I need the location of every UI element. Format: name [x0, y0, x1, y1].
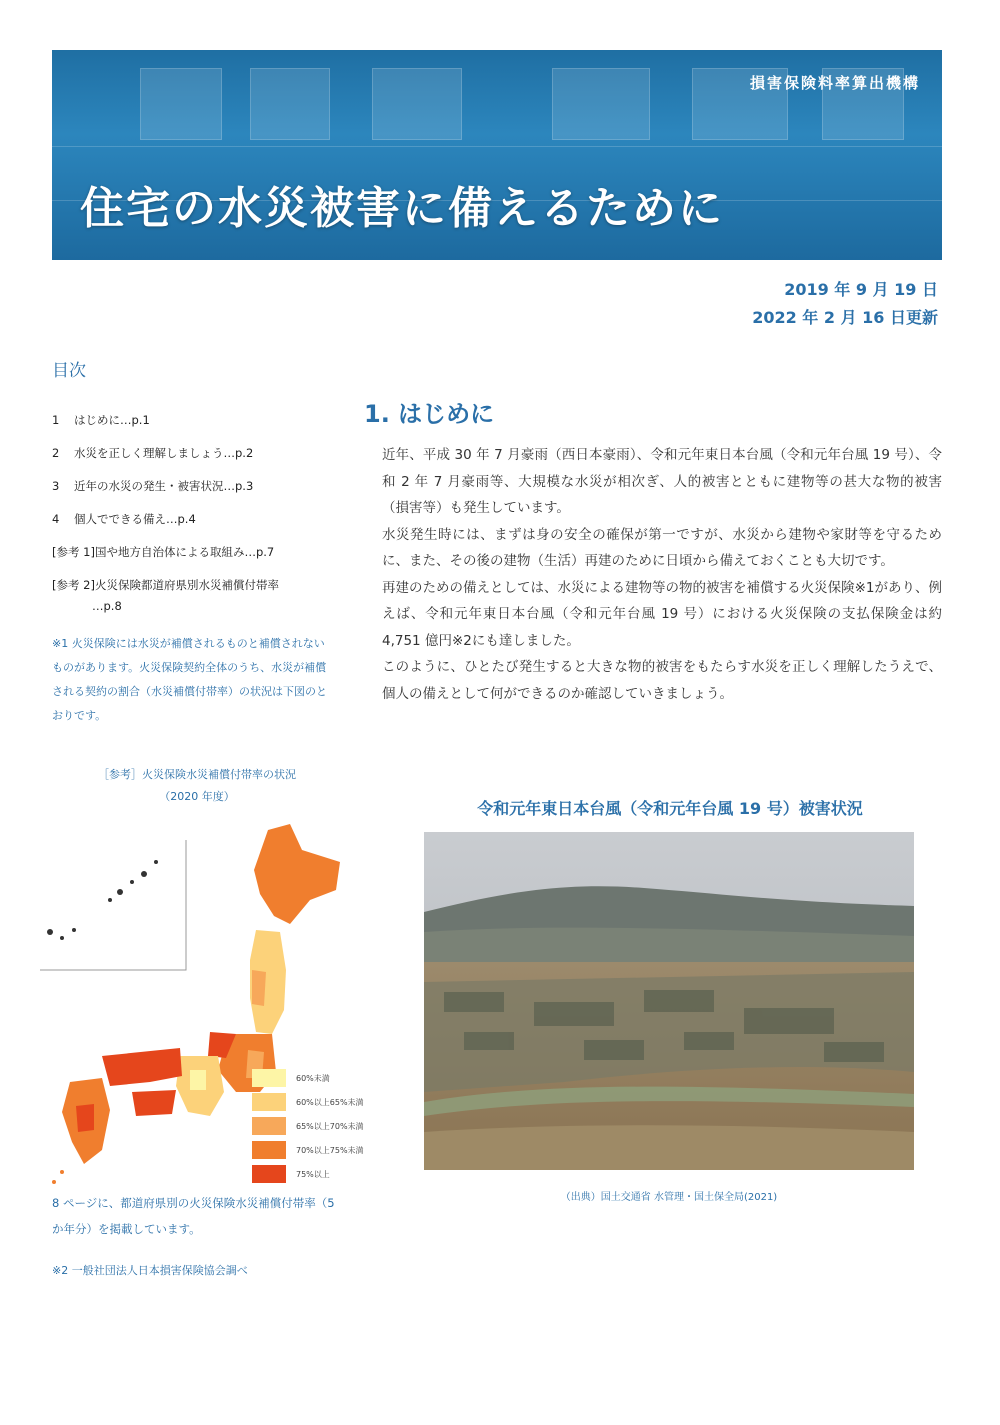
page8-note: 8 ページに、都道府県別の火災保険水災補償付帯率（5 か年分）を掲載しています。 — [52, 1196, 335, 1236]
flood-aerial-photo — [424, 832, 914, 1170]
toc-item[interactable]: 2 水災を正しく理解しましょう…p.2 — [52, 446, 254, 460]
legend-item: 70%以上75%未満 — [252, 1138, 364, 1162]
header-banner — [52, 50, 942, 260]
section-title: 1. はじめに — [364, 400, 495, 428]
photo-caption: （出典）国土交通省 水管理・国土保全局(2021) — [560, 1192, 778, 1203]
legend-item: 75%以上 — [252, 1162, 364, 1186]
organization-name: 損害保険料率算出機構 — [749, 74, 920, 92]
map-caption: ［参考］火災保険水災補償付帯率の状況 （2020 年度） — [98, 768, 296, 803]
table-of-contents — [52, 410, 342, 626]
toc-title: 目次 — [52, 361, 86, 381]
map-legend — [252, 1066, 364, 1186]
toc-item[interactable]: 4 個人でできる備え…p.4 — [52, 512, 196, 526]
legend-item: 60%未満 — [252, 1066, 364, 1090]
publish-date: 2019 年 9 月 19 日 — [784, 280, 938, 299]
paragraph: 水災発生時には、まずは身の安全の確保が第一ですが、水災から建物や家財等を守るために、また、その後の建物（生活）再建のために日頃から備えておくことも大切です。 — [382, 526, 942, 569]
photo-title: 令和元年東日本台風（令和元年台風 19 号）被害状況 — [477, 799, 863, 818]
legend-item: 65%以上70%未満 — [252, 1114, 364, 1138]
legend-item: 60%以上65%未満 — [252, 1090, 364, 1114]
update-date: 2022 年 2 月 16 日更新 — [752, 308, 938, 327]
footnote-1: ※1 火災保険には水災が補償されるものと補償されないものがあります。火災保険契約全体のうち、水災が補償される契約の割合（水災補償付帯率）の状況は下図のとおりです。 — [52, 637, 327, 722]
toc-item[interactable]: 3 近年の水災の発生・被害状況…p.3 — [52, 479, 254, 493]
toc-item[interactable]: 1 はじめに…p.1 — [52, 413, 150, 427]
paragraph: 再建のための備えとしては、水災による建物等の物的被害を補償する火災保険※1があり、例えば、令和元年東日本台風（令和元年台風 19 号）における火災保険の支払保険金は約 4,751 億円※2にも達しました。 — [382, 579, 942, 649]
dates-block — [752, 276, 938, 332]
toc-ref-page: …p.8 — [92, 599, 122, 613]
section-body — [382, 442, 942, 707]
page-title: 住宅の水災被害に備えるために — [80, 183, 724, 234]
footnote-2: ※2 一般社団法人日本損害保険協会調べ — [52, 1264, 248, 1277]
toc-ref-item[interactable]: [参考 2]火災保険都道府県別水災補償付帯率 — [52, 578, 279, 592]
paragraph: このように、ひとたび発生すると大きな物的被害をもたらす水災を正しく理解したうえで、個人の備えとして何ができるのか確認していきましょう。 — [382, 659, 942, 702]
paragraph: 近年、平成 30 年 7 月豪雨（西日本豪雨）、令和元年東日本台風（令和元年台風 19 号）、令和 2 年 7 月豪雨等、大規模な水災が相次ぎ、人的被害とともに建物等の甚大な物的被害（損害等）も発生しています。 — [382, 447, 942, 516]
toc-ref-item[interactable]: [参考 1]国や地方自治体による取組み…p.7 — [52, 545, 275, 559]
